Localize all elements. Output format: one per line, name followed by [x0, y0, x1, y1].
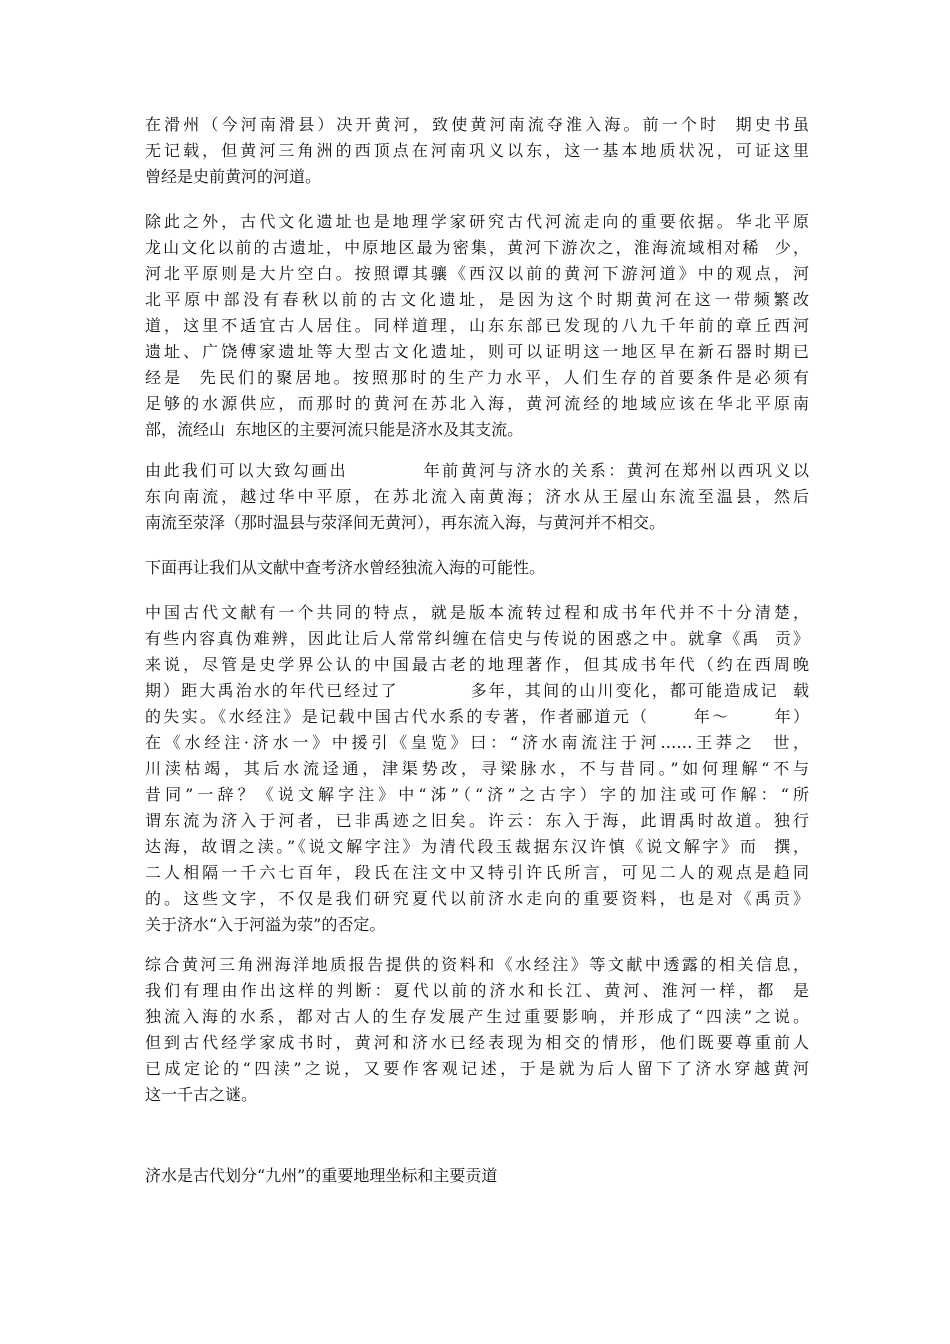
paragraph-line: 昔同”一辞？《说文解字注》中“泲”（“济”之古字）字的加注或可作解：“所	[145, 785, 809, 804]
paragraph-line: 综合黄河三角洲海洋地质报告提供的资料和《水经注》等文献中透露的相关信息，	[145, 955, 809, 974]
paragraph-2	[145, 209, 809, 443]
paragraph-line: 谓东流为济入于河者，已非禹迹之旧矣。许云：东入于海，此谓禹时故道。独行	[145, 811, 809, 830]
paragraph-line: 期）距大禹治水的年代已经过了 多年，其间的山川变化，都可能造成记 载	[145, 681, 809, 700]
paragraph-line: 但到古代经学家成书时，黄河和济水已经表现为相交的情形，他们既要尊重前人	[145, 1033, 809, 1052]
paragraph-line: 曾经是史前黄河的河道。	[145, 167, 322, 186]
paragraph-line: 在《水经注·济水一》中援引《皇览》曰：“济水南流注于河……王莽之 世，	[145, 733, 809, 752]
section-heading-text: 济水是古代划分“九州”的重要地理坐标和主要贡道	[145, 1166, 498, 1185]
paragraph-4	[145, 555, 809, 581]
paragraph-line: 来说，尽管是史学界公认的中国最古老的地理著作，但其成书年代（约在西周晚	[145, 655, 809, 674]
paragraph-line: 无记载，但黄河三角洲的西顶点在河南巩义以东，这一基本地质状况，可证这里	[145, 141, 809, 160]
paragraph-line: 除此之外，古代文化遗址也是地理学家研究古代河流走向的重要依据。华北平原	[145, 212, 809, 231]
paragraph-line: 川渎枯竭，其后水流迳通，津渠势改，寻梁脉水，不与昔同。”如何理解“不与	[145, 759, 809, 778]
paragraph-line: 北平原中部没有春秋以前的古文化遗址，是因为这个时期黄河在这一带频繁改	[145, 290, 809, 309]
paragraph-line: 的。这些文字，不仅是我们研究夏代以前济水走向的重要资料，也是对《禹贡》	[145, 889, 809, 908]
paragraph-line: 在滑州（今河南滑县）决开黄河，致使黄河南流夺淮入海。前一个时 期史书虽	[145, 115, 809, 134]
paragraph-line: 中国古代文献有一个共同的特点，就是版本流转过程和成书年代并不十分清楚，	[145, 603, 809, 622]
paragraph-line: 有些内容真伪难辨，因此让后人常常纠缠在信史与传说的困惑之中。就拿《禹 贡》	[145, 629, 809, 648]
paragraph-line: 东向南流，越过华中平原，在苏北流入南黄海；济水从王屋山东流至温县，然后	[145, 487, 809, 506]
paragraph-line: 足够的水源供应，而那时的黄河在苏北入海，黄河流经的地域应该在华北平原南	[145, 394, 809, 413]
paragraph-line: 二人相隔一千六七百年，段氏在注文中又特引许氏所言，可见二人的观点是趋同	[145, 863, 809, 882]
paragraph-line: 道，这里不适宜古人居住。同样道理，山东东部已发现的八九千年前的章丘西河	[145, 316, 809, 335]
paragraph-line: 下面再让我们从文献中查考济水曾经独流入海的可能性。	[145, 558, 546, 577]
paragraph-line: 河北平原则是大片空白。按照谭其骧《西汉以前的黄河下游河道》中的观点，河	[145, 264, 809, 283]
paragraph-3	[145, 458, 809, 536]
paragraph-line: 经是 先民们的聚居地。按照那时的生产力水平，人们生存的首要条件是必须有	[145, 368, 809, 387]
paragraph-line: 由此我们可以大致勾画出 年前黄河与济水的关系：黄河在郑州以西巩义以	[145, 461, 809, 480]
paragraph-line: 部，流经山 东地区的主要河流只能是济水及其支流。	[145, 420, 524, 439]
paragraph-1	[145, 112, 809, 190]
paragraph-line: 南流至荥泽（那时温县与荥泽间无黄河），再东流入海，与黄河并不相交。	[145, 513, 666, 532]
paragraph-line: 这一千古之谜。	[145, 1085, 258, 1104]
paragraph-line: 达海，故谓之渎。”《说文解字注》为清代段玉裁据东汉许慎《说文解字》而 撰，	[145, 837, 809, 856]
paragraph-line: 我们有理由作出这样的判断：夏代以前的济水和长江、黄河、淮河一样，都 是	[145, 981, 809, 1000]
paragraph-line: 遗址、广饶傅家遗址等大型古文化遗址，则可以证明这一地区早在新石器时期已	[145, 342, 809, 361]
paragraph-line: 龙山文化以前的古遗址，中原地区最为密集，黄河下游次之，淮海流域相对稀 少，	[145, 238, 809, 257]
paragraph-5	[145, 600, 809, 938]
section-heading	[145, 1163, 809, 1189]
paragraph-line: 的失实。《水经注》是记载中国古代水系的专著，作者郦道元（ 年～ 年）	[145, 707, 809, 726]
paragraph-line: 独流入海的水系，都对古人的生存发展产生过重要影响，并形成了“四渎”之说。	[145, 1007, 809, 1026]
paragraph-6	[145, 952, 809, 1108]
paragraph-line: 关于济水“入于河溢为荥”的否定。	[145, 915, 386, 934]
paragraph-line: 已成定论的“四渎”之说，又要作客观记述，于是就为后人留下了济水穿越黄河	[145, 1059, 809, 1078]
